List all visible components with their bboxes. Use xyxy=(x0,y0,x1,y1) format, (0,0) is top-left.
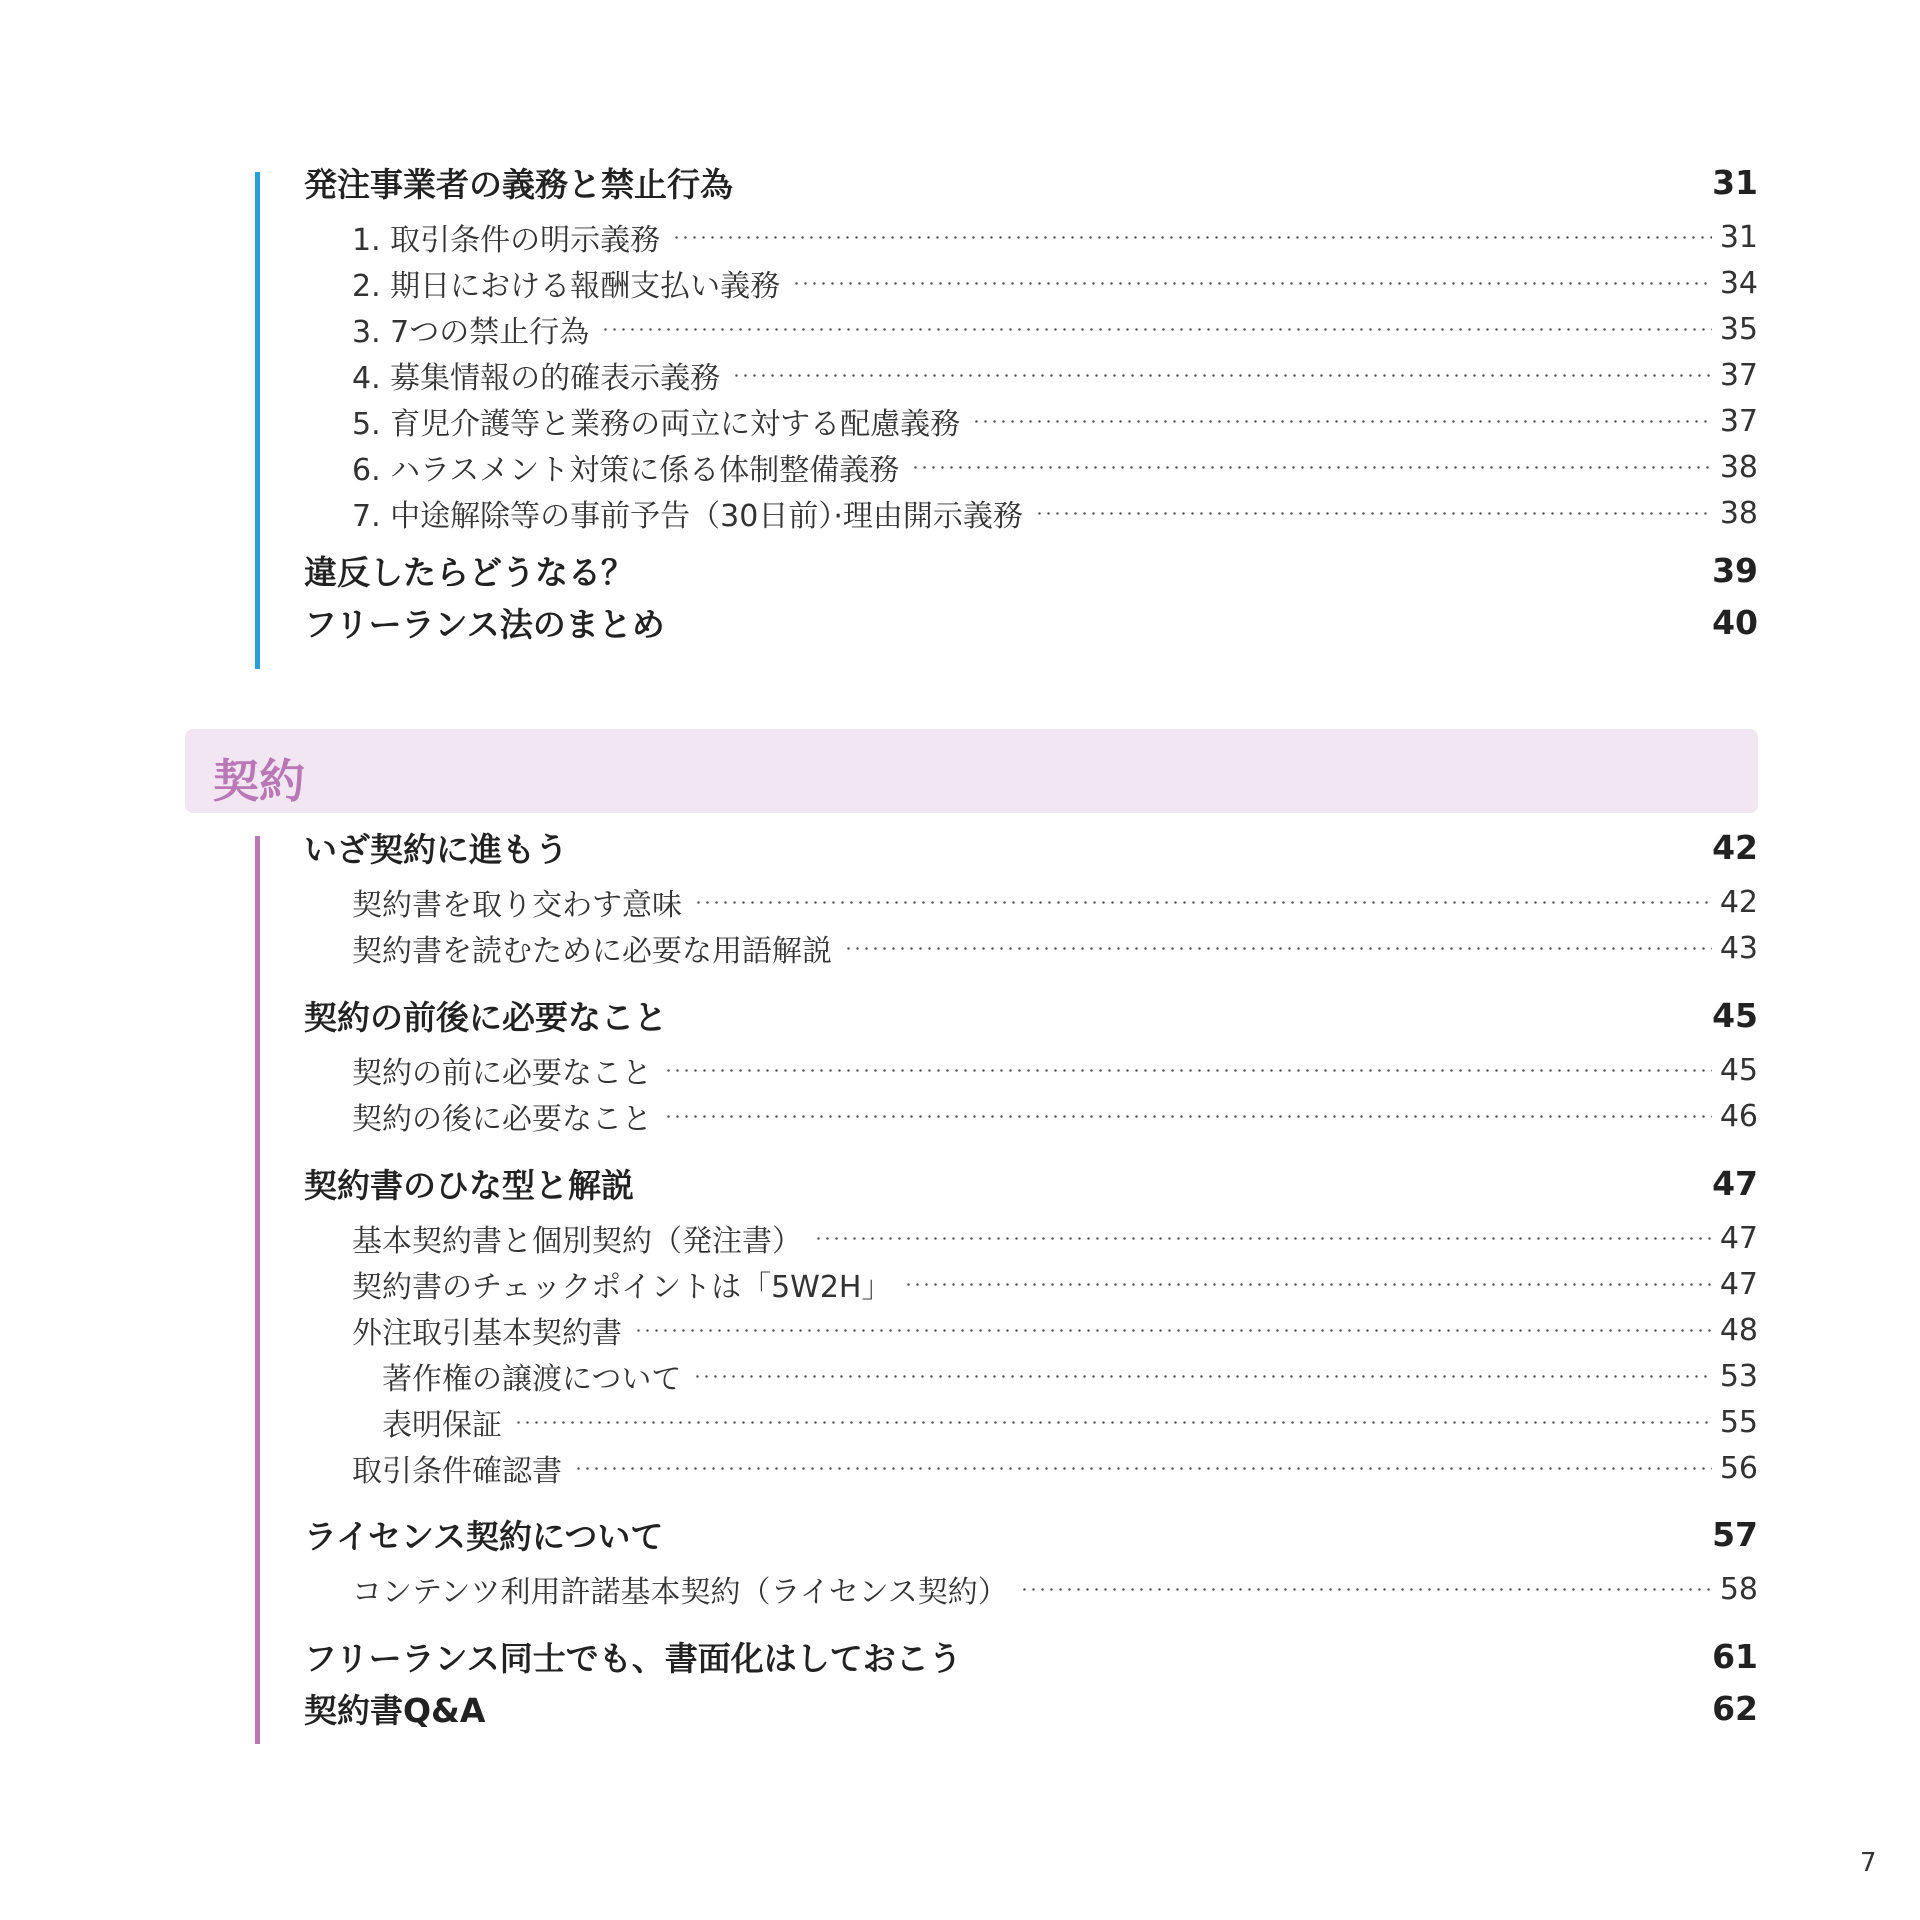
toc-entry-row xyxy=(258,1219,1758,1257)
dot-leader xyxy=(844,947,1712,950)
toc-page-number: 37 xyxy=(1719,357,1758,393)
dot-leader xyxy=(574,1467,1712,1470)
dot-leader xyxy=(694,901,1712,904)
toc-title: 6. ハラスメント対策に係る体制整備義務 xyxy=(352,453,900,488)
toc-page-number: 56 xyxy=(1719,1450,1758,1486)
toc-title: 著作権の譲渡について xyxy=(382,1362,682,1397)
toc-entry-row xyxy=(258,1570,1758,1608)
toc-page-number: 35 xyxy=(1719,311,1758,347)
toc-entry-row xyxy=(258,1403,1758,1441)
toc-heading-row xyxy=(258,827,1758,867)
dot-leader xyxy=(664,1069,1712,1072)
toc-page-number: 47 xyxy=(1719,1266,1758,1302)
toc-title: 契約の後に必要なこと xyxy=(352,1102,652,1137)
toc-heading-row xyxy=(258,1636,1758,1676)
toc-section-contract xyxy=(258,0,1758,1800)
toc-heading-row xyxy=(258,1688,1758,1728)
toc-entry-row xyxy=(258,1449,1758,1487)
toc-title: 5. 育児介護等と業務の両立に対する配慮義務 xyxy=(352,407,961,442)
toc-page-number: 42 xyxy=(1719,884,1758,920)
toc-entry-row xyxy=(258,1051,1758,1089)
toc-page-number: 57 xyxy=(1712,1514,1758,1554)
toc-page-number: 37 xyxy=(1719,403,1758,439)
toc-title: 3. 7つの禁止行為 xyxy=(352,315,590,350)
dot-leader xyxy=(814,1237,1712,1240)
page-number: 7 xyxy=(1860,1848,1877,1878)
toc-page-number: 38 xyxy=(1719,495,1758,531)
toc-title: 契約書のチェックポイントは「5W2H」 xyxy=(352,1270,892,1305)
toc-title: 7. 中途解除等の事前予告（30日前）·理由開示義務 xyxy=(352,499,1023,534)
toc-entry-row xyxy=(258,1265,1758,1303)
toc-title: フリーランス法のまとめ xyxy=(304,604,665,644)
toc-page-number: 31 xyxy=(1712,162,1758,202)
toc-title: 契約の前後に必要なこと xyxy=(304,997,667,1037)
toc-page-number: 31 xyxy=(1719,219,1758,255)
toc-title: 違反したらどうなる？ xyxy=(304,552,634,592)
toc-entry-row xyxy=(258,929,1758,967)
dot-leader xyxy=(634,1329,1712,1332)
toc-title: 2. 期日における報酬支払い義務 xyxy=(352,269,781,304)
toc-page-number: 45 xyxy=(1719,1052,1758,1088)
toc-title: フリーランス同士でも、書面化はしておこう xyxy=(304,1638,962,1678)
toc-title: 契約書Q&A xyxy=(304,1690,486,1730)
toc-page-number: 38 xyxy=(1719,449,1758,485)
toc-title: 取引条件確認書 xyxy=(352,1454,562,1489)
toc-page-number: 45 xyxy=(1712,995,1758,1035)
toc-page-number: 46 xyxy=(1719,1098,1758,1134)
toc-title: 契約の前に必要なこと xyxy=(352,1056,652,1091)
toc-page-number: 48 xyxy=(1719,1312,1758,1348)
toc-heading-row xyxy=(258,995,1758,1035)
toc-title: 外注取引基本契約書 xyxy=(352,1316,622,1351)
dot-leader xyxy=(904,1283,1712,1286)
toc-title: 表明保証 xyxy=(382,1408,502,1443)
toc-page-number: 40 xyxy=(1712,602,1758,642)
toc-page-number: 42 xyxy=(1712,827,1758,867)
toc-page-number: 58 xyxy=(1719,1571,1758,1607)
toc-title: 1. 取引条件の明示義務 xyxy=(352,223,661,258)
toc-title: 契約書を読むために必要な用語解説 xyxy=(352,934,832,969)
dot-leader xyxy=(693,1375,1711,1378)
toc-title: ライセンス契約について xyxy=(304,1516,664,1556)
toc-page-number: 43 xyxy=(1719,930,1758,966)
toc-page-number: 47 xyxy=(1712,1163,1758,1203)
toc-entry-row xyxy=(258,883,1758,921)
toc-page-number: 53 xyxy=(1719,1358,1758,1394)
toc-entry-row xyxy=(258,1097,1758,1135)
toc-page-number: 55 xyxy=(1719,1404,1758,1440)
toc-title: 契約書のひな型と解説 xyxy=(304,1165,634,1205)
toc-page-number: 39 xyxy=(1712,550,1758,590)
dot-leader xyxy=(514,1421,1712,1424)
toc-title: 発注事業者の義務と禁止行為 xyxy=(304,164,733,204)
toc-page-number: 34 xyxy=(1719,265,1758,301)
toc-heading-row xyxy=(258,1514,1758,1554)
dot-leader xyxy=(1020,1588,1712,1591)
toc-heading-row xyxy=(258,1163,1758,1203)
toc-title: 基本契約書と個別契約（発注書） xyxy=(352,1224,802,1259)
toc-title: 契約書を取り交わす意味 xyxy=(352,888,682,923)
toc-page-number: 61 xyxy=(1712,1636,1758,1676)
toc-page-number: 47 xyxy=(1719,1220,1758,1256)
toc-entry-row xyxy=(258,1357,1758,1395)
toc-title: コンテンツ利用許諾基本契約（ライセンス契約） xyxy=(352,1575,1008,1610)
dot-leader xyxy=(664,1115,1712,1118)
toc-entry-row xyxy=(258,1311,1758,1349)
toc-title: いざ契約に進もう xyxy=(304,829,568,869)
toc-title: 4. 募集情報の的確表示義務 xyxy=(352,361,721,396)
toc-page-number: 62 xyxy=(1712,1688,1758,1728)
section-heading: 契約 xyxy=(213,754,305,808)
